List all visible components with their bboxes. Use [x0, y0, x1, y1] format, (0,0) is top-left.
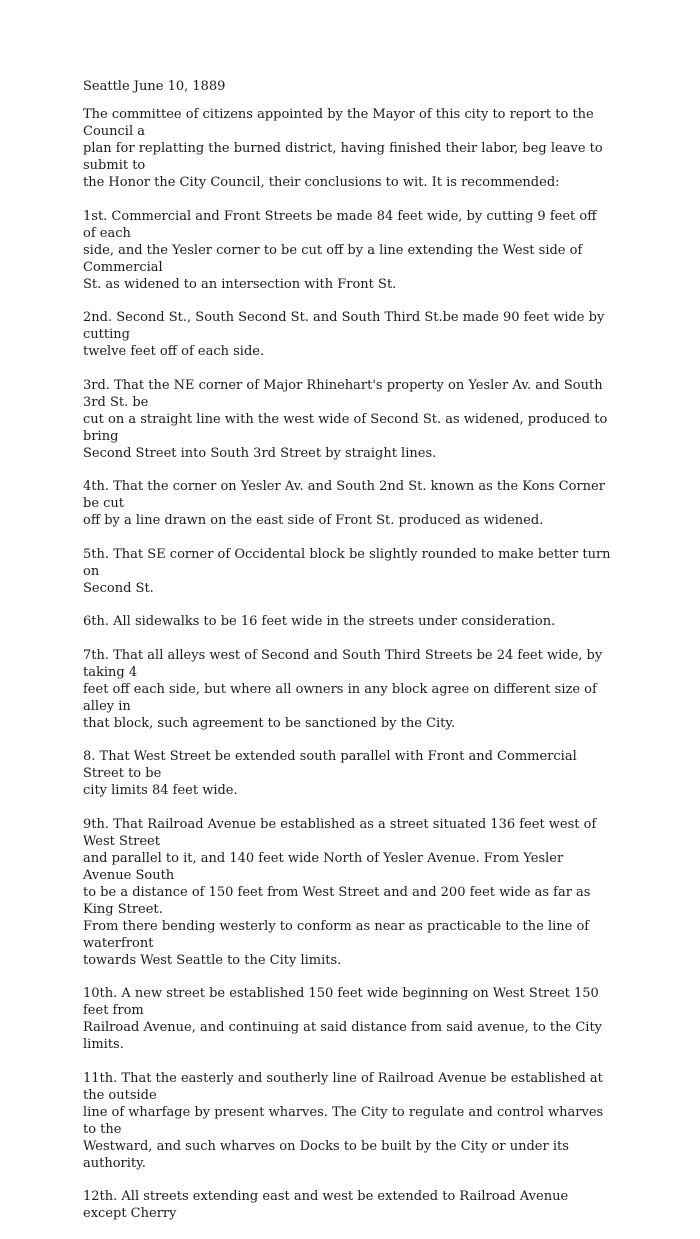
- date-line: Seattle June 10, 1889: [83, 79, 226, 94]
- recommendation-5: 5th. That SE corner of Occidental block be slightly rounded to make better turn on Second St.: [83, 546, 611, 596]
- recommendation-11: 11th. That the easterly and southerly line of Railroad Avenue be established at the outside line of wharfage by present wharves. The City to regulate and control wharves to the Westward, and such wharves on Docks to be built by the City or under its authority.: [83, 1070, 604, 1171]
- recommendation-12: 12th. All streets extending east and west be extended to Railroad Avenue except Cherry: [83, 1189, 569, 1221]
- recommendation-8: 8. That West Street be extended south parallel with Front and Commercial Street to be city limits 84 feet wide.: [83, 749, 577, 798]
- document-page: [83, 78, 613, 1239]
- intro-paragraph: The committee of citizens appointed by the Mayor of this city to report to the Council a plan for replatting the burned district, having finished their labor, beg leave to submit to the Honor the City Council, their conclusions to wit. It is recommended:: [83, 107, 603, 190]
- recommendation-9: 9th. That Railroad Avenue be established as a street situated 136 feet west of West Street and parallel to it, and 140 feet wide North of Yesler Avenue. From Yesler Avenue South to be a distance of 150 feet from West Street and and 200 feet wide as far as King Street. From there bending westerly to conform as near as practicable to the line of waterfront towards West Seattle to the City limits.: [83, 816, 597, 968]
- recommendation-1: 1st. Commercial and Front Streets be made 84 feet wide, by cutting 9 feet off of each side, and the Yesler corner to be cut off by a line extending the West side of Commercial St. as widened to an intersection with Front St.: [83, 208, 597, 292]
- recommendation-4: 4th. That the corner on Yesler Av. and South 2nd St. known as the Kons Corner be cut off by a line drawn on the east side of Front St. produced as widened.: [83, 479, 605, 528]
- recommendation-10: 10th. A new street be established 150 feet wide beginning on West Street 150 feet from Railroad Avenue, and continuing at said distance from said avenue, to the City limits.: [83, 986, 603, 1052]
- recommendation-7: 7th. That all alleys west of Second and South Third Streets be 24 feet wide, by taking 4 feet off each side, but where all owners in any block agree on different size of alley in that block, such agreement to be sanctioned by the City.: [83, 647, 603, 731]
- recommendation-6: 6th. All sidewalks to be 16 feet wide in the streets under consideration.: [83, 614, 556, 629]
- recommendation-3: 3rd. That the NE corner of Major Rhinehart's property on Yesler Av. and South 3rd St. be cut on a straight line with the west wide of Second St. as widened, produced to bring Second Street into South 3rd Street by straight lines.: [83, 377, 608, 461]
- recommendation-2: 2nd. Second St., South Second St. and South Third St.be made 90 feet wide by cutting twelve feet off of each side.: [83, 310, 605, 359]
